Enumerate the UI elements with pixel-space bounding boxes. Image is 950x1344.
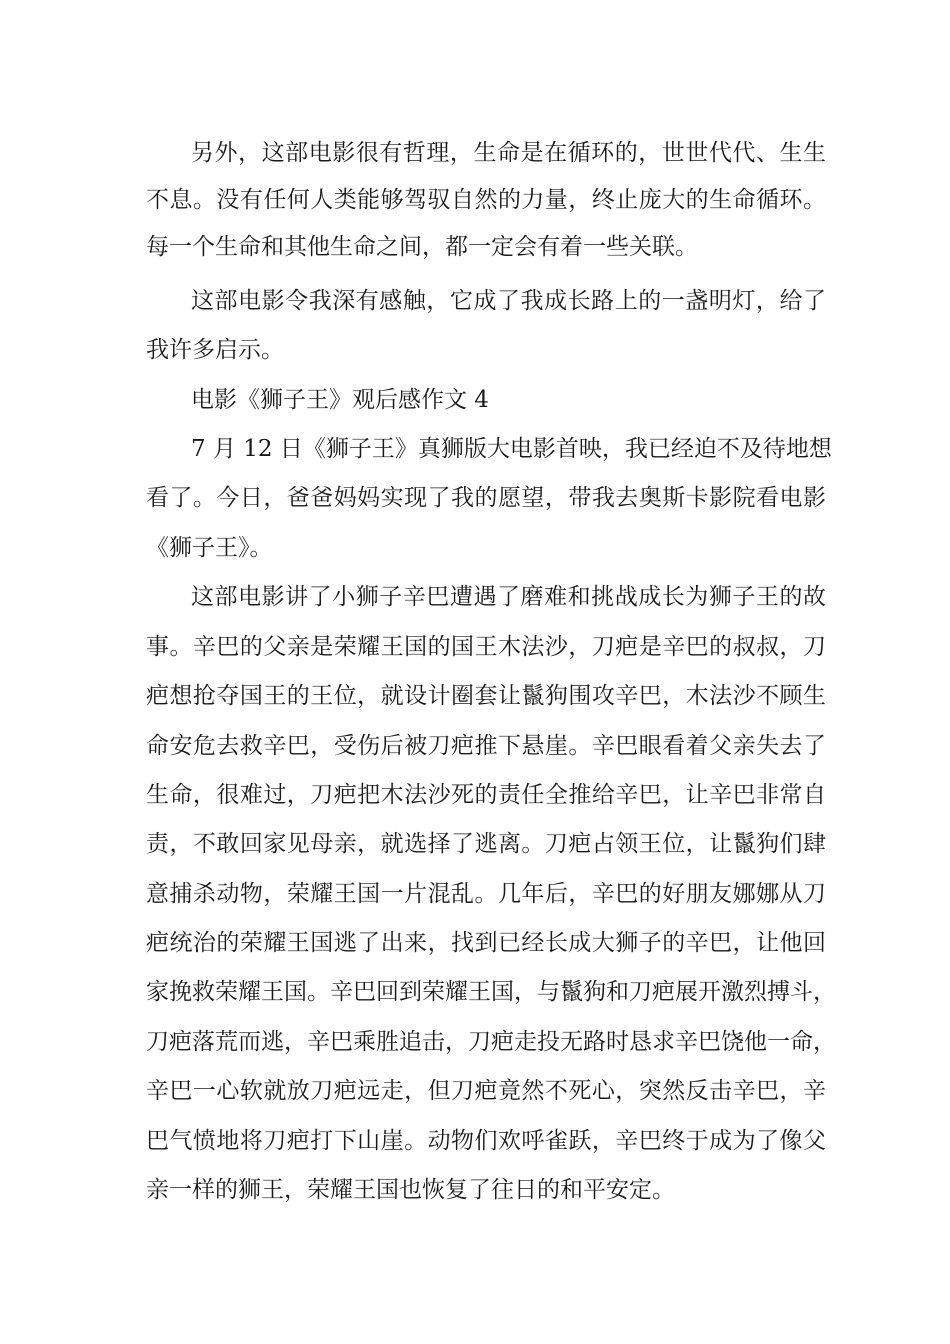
paragraph-5-line-13: 亲一样的狮王，荣耀王国也恢复了往日的和平安定。 — [146, 1177, 675, 1203]
paragraph-5-line-12: 巴气愤地将刀疤打下山崖。动物们欢呼雀跃，辛巴终于成为了像父 — [146, 1128, 826, 1154]
paragraph-5-line-6: 责，不敢回家见母亲，就选择了逃离。刀疤占领王位，让鬣狗们肆 — [146, 831, 826, 857]
essay-heading: 电影《狮子王》观后感作文 4 — [191, 387, 489, 413]
paragraph-5-line-7: 意捕杀动物，荣耀王国一片混乱。几年后，辛巴的好朋友娜娜从刀 — [146, 881, 826, 907]
paragraph-2-line-1: 这部电影令我深有感触，它成了我成长路上的一盏明灯，给了 — [191, 288, 826, 314]
paragraph-4-line-2: 看了。今日，爸爸妈妈实现了我的愿望，带我去奥斯卡影院看电影 — [146, 485, 826, 511]
paragraph-1-line-1: 另外，这部电影很有哲理，生命是在循环的，世世代代、生生 — [191, 140, 826, 166]
paragraph-5-line-4: 命安危去救辛巴，受伤后被刀疤推下悬崖。辛巴眼看着父亲失去了 — [146, 733, 826, 759]
paragraph-5-line-1: 这部电影讲了小狮子辛巴遭遇了磨难和挑战成长为狮子王的故 — [191, 584, 826, 610]
paragraph-5-line-11: 辛巴一心软就放刀疤远走，但刀疤竟然不死心，突然反击辛巴，辛 — [146, 1078, 826, 1104]
paragraph-5-line-5: 生命，很难过，刀疤把木法沙死的责任全推给辛巴，让辛巴非常自 — [146, 782, 826, 808]
paragraph-5-line-8: 疤统治的荣耀王国逃了出来，找到已经长成大狮子的辛巴，让他回 — [146, 930, 826, 956]
paragraph-5-line-2: 事。辛巴的父亲是荣耀王国的国王木法沙，刀疤是辛巴的叔叔，刀 — [146, 634, 826, 660]
paragraph-4-line-3: 《狮子王》。 — [146, 535, 273, 561]
paragraph-2-line-2: 我许多启示。 — [146, 337, 284, 363]
paragraph-4-line-1: 7 月 12 日《狮子王》真狮版大电影首映，我已经迫不及待地想 — [191, 436, 832, 462]
paragraph-5-line-9: 家挽救荣耀王国。辛巴回到荣耀王国，与鬣狗和刀疤展开激烈搏斗， — [146, 979, 836, 1005]
paragraph-5-line-10: 刀疤落荒而逃，辛巴乘胜追击，刀疤走投无路时恳求辛巴饶他一命， — [146, 1029, 836, 1055]
paragraph-1-line-3: 每一个生命和其他生命之间，都一定会有着一些关联。 — [146, 234, 698, 260]
paragraph-1-line-2: 不息。没有任何人类能够驾驭自然的力量，终止庞大的生命循环。 — [146, 187, 826, 213]
paragraph-5-line-3: 疤想抢夺国王的王位，就设计圈套让鬣狗围攻辛巴，木法沙不顾生 — [146, 683, 826, 709]
